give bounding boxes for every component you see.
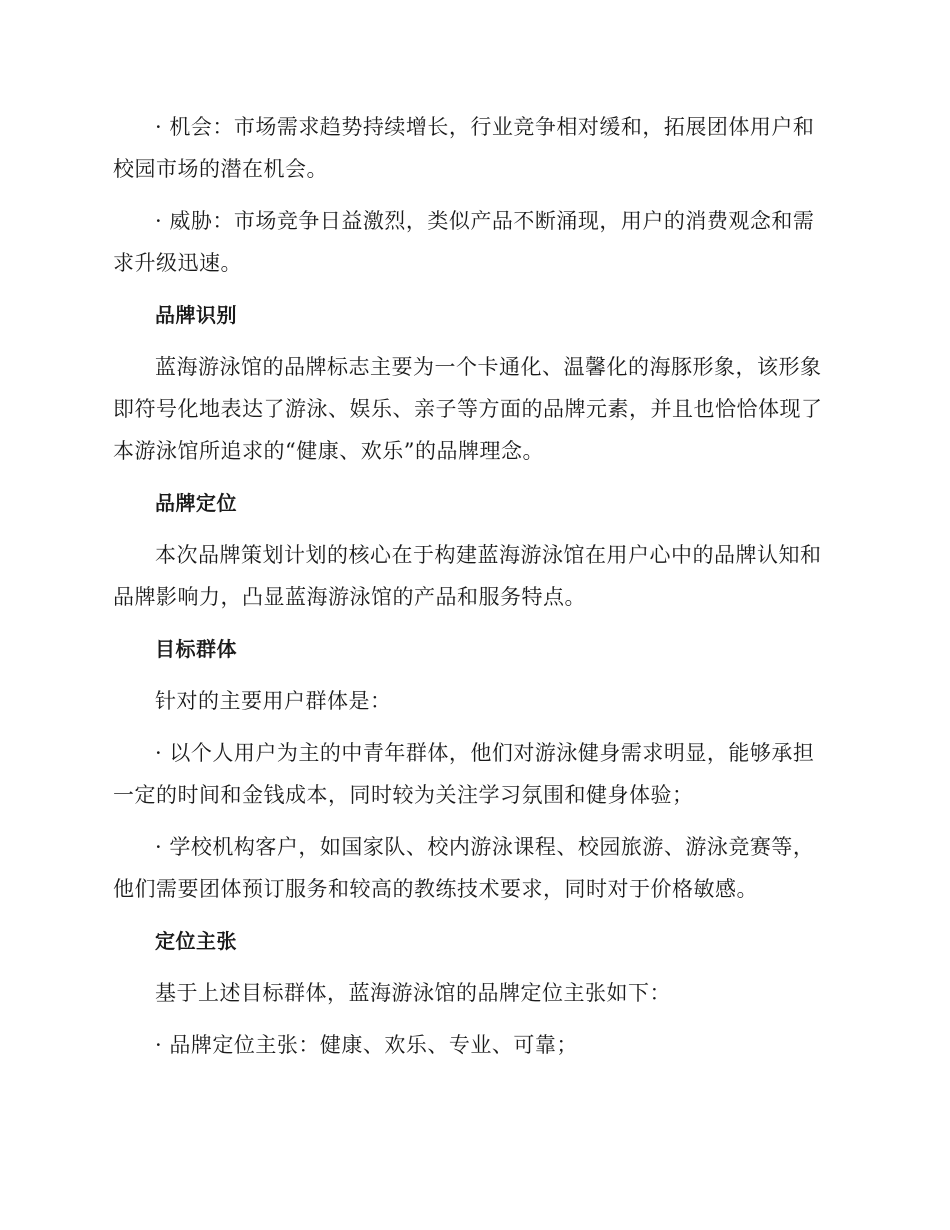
document-body xyxy=(113,106,833,1076)
target-group-bullet-school: · 学校机构客户，如国家队、校内游泳课程、校园旅游、游泳竞赛等，他们需要团体预订服务和较高的教练技术要求，同时对于价格敏感。 xyxy=(113,835,815,901)
brand-positioning-paragraph: 本次品牌策划计划的核心在于构建蓝海游泳馆在用户心中的品牌认知和品牌影响力，凸显蓝海游泳馆的产品和服务特点。 xyxy=(113,543,822,609)
threat-bullet: · 威胁：市场竞争日益激烈，类似产品不断涌现，用户的消费观念和需求升级迅速。 xyxy=(113,209,815,275)
target-group-intro: 针对的主要用户群体是： xyxy=(155,689,392,713)
opportunity-bullet: · 机会：市场需求趋势持续增长，行业竞争相对缓和，拓展团体用户和校园市场的潜在机会。 xyxy=(113,115,815,181)
positioning-claim-intro: 基于上述目标群体，蓝海游泳馆的品牌定位主张如下： xyxy=(155,981,671,1005)
section-heading-positioning-claim: 定位主张 xyxy=(155,929,237,953)
positioning-claim-bullet: · 品牌定位主张：健康、欢乐、专业、可靠； xyxy=(155,1033,578,1057)
section-heading-brand-identity: 品牌识别 xyxy=(155,303,237,327)
target-group-bullet-individual: · 以个人用户为主的中青年群体，他们对游泳健身需求明显，能够承担一定的时间和金钱成本，同时较为关注学习氛围和健身体验； xyxy=(113,741,815,807)
section-heading-brand-positioning: 品牌定位 xyxy=(155,491,237,515)
brand-identity-paragraph: 蓝海游泳馆的品牌标志主要为一个卡通化、温馨化的海豚形象，该形象即符号化地表达了游泳、娱乐、亲子等方面的品牌元素，并且也恰恰体现了本游泳馆所追求的“健康、欢乐”的品牌理念。 xyxy=(113,355,823,463)
section-heading-target-group: 目标群体 xyxy=(155,637,237,661)
